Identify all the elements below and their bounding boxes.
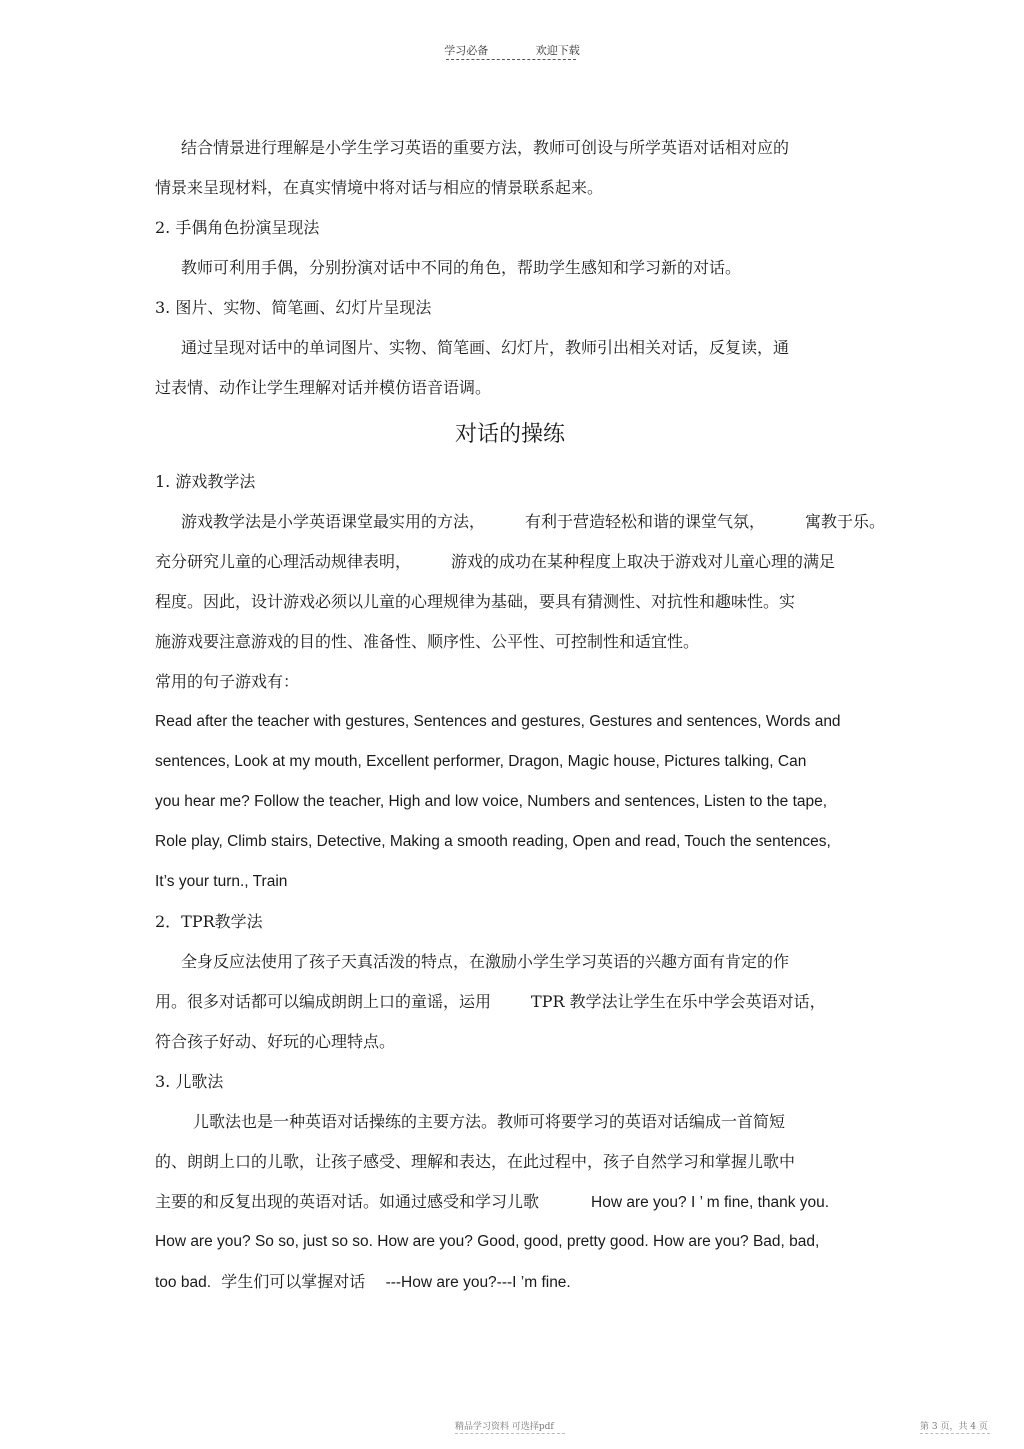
subheading: 3. 儿歌法 <box>155 1072 224 1091</box>
header-right: 欢迎下载 <box>535 44 580 57</box>
paragraph-line: 教师可利用手偶，分别扮演对话中不同的角色，帮助学生感知和学习新的对话。 <box>181 258 742 277</box>
text-segment: 用。很多对话都可以编成朗朗上口的童谣，运用 <box>155 992 492 1011</box>
text-segment: 游戏的成功在某种程度上取决于游戏对儿童心理的满足 <box>451 552 836 571</box>
text-segment: ---How are you?---I ’m fine. <box>385 1274 571 1291</box>
paragraph-line: 结合情景进行理解是小学生学习英语的重要方法，教师可创设与所学英语对话相对应的 <box>181 138 790 157</box>
paragraph-line: 的、朗朗上口的儿歌，让孩子感受、理解和表达，在此过程中，孩子自然学习和掌握儿歌中 <box>155 1152 796 1171</box>
page-header <box>0 42 1024 58</box>
subheading: 1. 游戏教学法 <box>155 472 256 491</box>
paragraph-line <box>155 502 886 542</box>
header-left: 学习必备 <box>444 44 489 57</box>
english-line: How are you? So so, just so so. How are you? Good, good, pretty good. How are you? Bad, bad, <box>155 1233 820 1250</box>
paragraph-line: 全身反应法使用了孩子天真活泼的特点，在激励小学生学习英语的兴趣方面有肯定的作 <box>181 952 790 971</box>
paragraph-line: 常用的句子游戏有： <box>155 672 300 691</box>
paragraph-line <box>155 1262 875 1302</box>
english-line: Read after the teacher with gestures, Sentences and gestures, Gestures and sentences, Words and <box>155 713 841 730</box>
english-line: It’s your turn., Train <box>155 873 288 890</box>
footer-divider <box>920 1433 990 1434</box>
paragraph-line <box>155 982 875 1022</box>
paragraph-line: 过表情、动作让学生理解对话并模仿语音语调。 <box>155 378 492 397</box>
footer-page-number: 第 3 页，共 4 页 <box>920 1422 988 1432</box>
english-line: Role play, Climb stairs, Detective, Making a smooth reading, Open and read, Touch the sentences, <box>155 833 831 850</box>
footer-divider <box>455 1433 565 1434</box>
paragraph-line: 情景来呈现材料，在真实情境中将对话与相应的情景联系起来。 <box>155 178 604 197</box>
text-segment: 有利于营造轻松和谐的课堂气氛， <box>525 512 766 531</box>
paragraph-line <box>155 542 875 582</box>
footer-left: 精品学习资料 可选择pdf <box>455 1422 554 1432</box>
text-segment: 游戏教学法是小学英语课堂最实用的方法， <box>181 512 486 531</box>
text-segment: too bad. <box>155 1274 212 1291</box>
english-line: you hear me? Follow the teacher, High and low voice, Numbers and sentences, Listen to the tape, <box>155 793 828 810</box>
paragraph-line: 通过呈现对话中的单词图片、实物、简笔画、幻灯片，教师引出相关对话，反复读，通 <box>181 338 790 357</box>
subheading: 2. 手偶角色扮演呈现法 <box>155 218 320 237</box>
header-divider <box>446 59 576 60</box>
text-segment: TPR 教学法让学生在乐中学会英语对话， <box>531 992 826 1011</box>
english-line: sentences, Look at my mouth, Excellent performer, Dragon, Magic house, Pictures talking, Can <box>155 753 807 770</box>
paragraph-line: 儿歌法也是一种英语对话操练的主要方法。教师可将要学习的英语对话编成一首简短 <box>193 1112 786 1131</box>
section-title: 对话的操练 <box>454 422 565 447</box>
text-segment: 充分研究儿童的心理活动规律表明， <box>155 552 412 571</box>
paragraph-line: 程度。因此，设计游戏必须以儿童的心理规律为基础，要具有猜测性、对抗性和趣味性。实 <box>155 592 796 611</box>
text-segment: 学生们可以掌握对话 <box>221 1272 366 1291</box>
paragraph-line <box>155 1182 875 1222</box>
text-segment: How are you? I ’ m fine, thank you. <box>591 1194 830 1211</box>
paragraph-line: 符合孩子好动、好玩的心理特点。 <box>155 1032 396 1051</box>
subheading: 3. 图片、实物、简笔画、幻灯片呈现法 <box>155 298 432 317</box>
page-content <box>155 128 886 1302</box>
text-segment: 寓教于乐。 <box>805 512 886 531</box>
text-segment: 主要的和反复出现的英语对话。如通过感受和学习儿歌 <box>155 1192 540 1211</box>
paragraph-line: 施游戏要注意游戏的目的性、准备性、顺序性、公平性、可控制性和适宜性。 <box>155 632 700 651</box>
subheading: 2．TPR教学法 <box>155 912 263 931</box>
